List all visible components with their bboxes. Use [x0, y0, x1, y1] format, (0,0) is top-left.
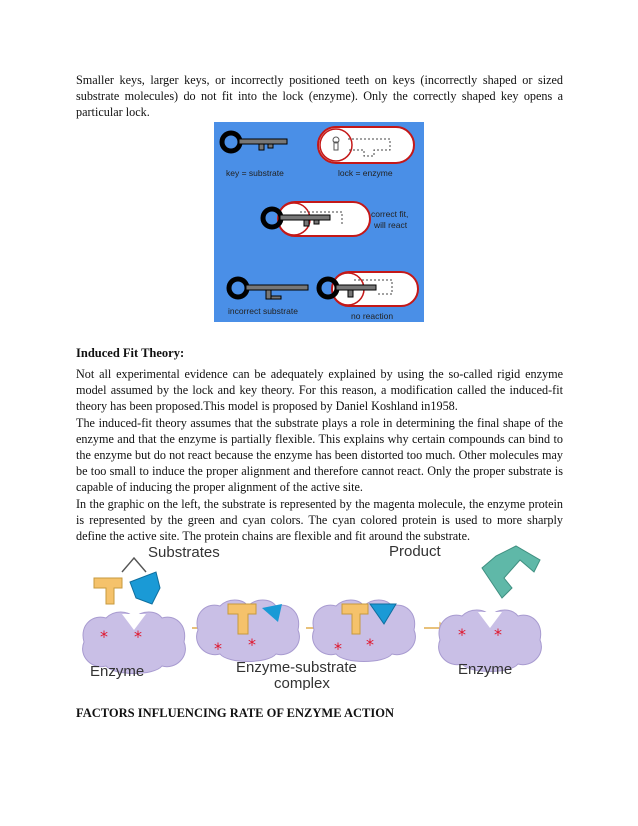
label-no-reaction: no reaction [351, 311, 394, 321]
label-key-substrate: key = substrate [226, 168, 284, 178]
label-correct-fit: correct fit, [371, 209, 409, 219]
label-complex: complex [274, 675, 330, 690]
induced-fit-diagram [64, 538, 564, 690]
active-site-star: * [134, 627, 142, 646]
induced-fit-paragraph-2: The induced-fit theory assumes that the substrate plays a role in determining the final shape of the enzyme and that the enzyme is partially flexible. This explains why certain compounds can bind to the enzyme but do not react because the enzyme has been distorted too much. Other molecules may be too small to induce the proper alignment and therefore cannot react. Only the proper substrate is capable of inducing the proper alignment of the active site. [76, 416, 563, 494]
active-site-star: * [494, 625, 502, 644]
label-enzyme-right: Enzyme [458, 661, 513, 678]
induced-fit-paragraph-1: Not all experimental evidence can be adequately explained by using the so-called rigid enzyme model assumed by the lock and key theory. For this reason, a modification called the induced-fit theory has been proposed.This model is proposed by Daniel Koshland in1958. [76, 367, 563, 413]
active-site-star: * [366, 635, 374, 654]
substrate-orange [94, 578, 122, 604]
substrate-blue [130, 572, 160, 604]
label-lock-enzyme: lock = enzyme [338, 168, 393, 178]
active-site-star: * [214, 639, 222, 658]
label-enzyme-substrate: Enzyme-substrate [236, 659, 357, 676]
active-site-star: * [100, 627, 108, 646]
intro-paragraph: Smaller keys, larger keys, or incorrectly positioned teeth on keys (incorrectly shaped or sized substrate molecules) do not fit into the lock (enzyme). Only the correctly shaped key opens a particular lock. [76, 73, 563, 119]
lock-and-key-diagram [214, 122, 424, 322]
label-substrates: Substrates [148, 544, 220, 561]
active-site-star: * [248, 635, 256, 654]
induced-fit-heading: Induced Fit Theory: [76, 346, 185, 360]
induced-fit-paragraph-3: In the graphic on the left, the substrate is represented by the magenta molecule, the enzyme protein is represented by the green and cyan colors. The cyan colored protein is used to more sharply define the active site. The protein chains are flexible and fit around the substrate. [76, 497, 563, 543]
active-site-star: * [458, 625, 466, 644]
complex-stage-2 [313, 600, 416, 662]
label-product: Product [389, 543, 441, 560]
active-site-star: * [334, 639, 342, 658]
label-enzyme-left: Enzyme [90, 663, 145, 680]
label-incorrect-substrate: incorrect substrate [228, 306, 298, 316]
factors-heading: FACTORS INFLUENCING RATE OF ENZYME ACTION [76, 706, 394, 720]
lock-icon [318, 127, 414, 163]
label-will-react: will react [374, 220, 408, 230]
product-molecule [482, 546, 540, 598]
